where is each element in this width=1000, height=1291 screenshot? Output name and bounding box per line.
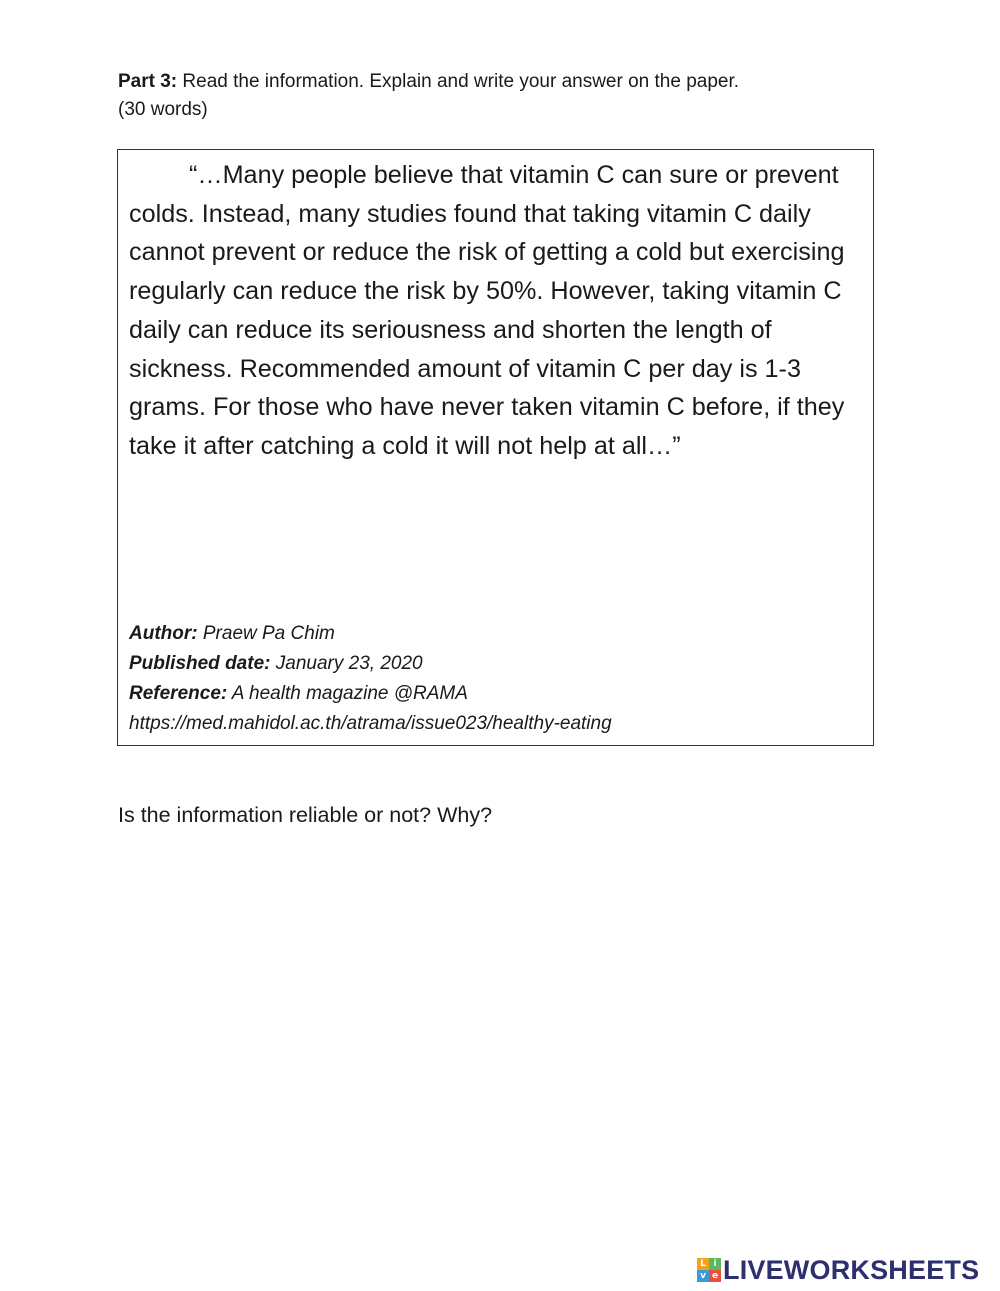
logo-tile: v xyxy=(697,1270,709,1282)
author-row xyxy=(129,619,859,649)
quote-text: “…Many people believe that vitamin C can sure or prevent colds. Instead, many studies found that taking vitamin C daily cannot prevent or reduce the risk of getting a cold but exercising regularly can reduce the risk by 50%. However, taking vitamin C daily can reduce its seriousness and shorten the length of sickness. Recommended amount of vitamin C per day is 1-3 grams. For those who have never taken vitamin C before, if they take it after catching a cold it will not help at all…” xyxy=(129,161,845,460)
instructions-line xyxy=(118,68,878,96)
author-label: Author: xyxy=(129,623,198,644)
liveworksheets-brand xyxy=(697,1255,979,1285)
source-info xyxy=(129,619,859,739)
published-date-value: January 23, 2020 xyxy=(270,653,423,674)
author-value: Praew Pa Chim xyxy=(197,623,335,644)
instructions xyxy=(118,68,878,124)
part-label: Part 3: xyxy=(118,71,178,92)
reference-label: Reference: xyxy=(129,683,228,704)
reference-row xyxy=(129,679,859,709)
word-count: (30 words) xyxy=(118,99,208,120)
question-text: Is the information reliable or not? Why? xyxy=(118,803,493,827)
quote-box xyxy=(117,149,874,746)
instructions-text: Read the information. Explain and write your answer on the paper. xyxy=(177,71,740,92)
logo-tile: e xyxy=(709,1270,721,1282)
liveworksheets-logo-icon xyxy=(697,1258,721,1282)
published-date-row xyxy=(129,649,859,679)
published-date-label: Published date: xyxy=(129,653,271,674)
logo-tile: L xyxy=(697,1258,709,1270)
reference-url: https://med.mahidol.ac.th/atrama/issue023/healthy-eating xyxy=(129,713,612,734)
brand-name: LIVEWORKSHEETS xyxy=(723,1255,980,1285)
reference-value: A health magazine @RAMA xyxy=(227,683,468,704)
logo-tile: i xyxy=(709,1258,721,1270)
